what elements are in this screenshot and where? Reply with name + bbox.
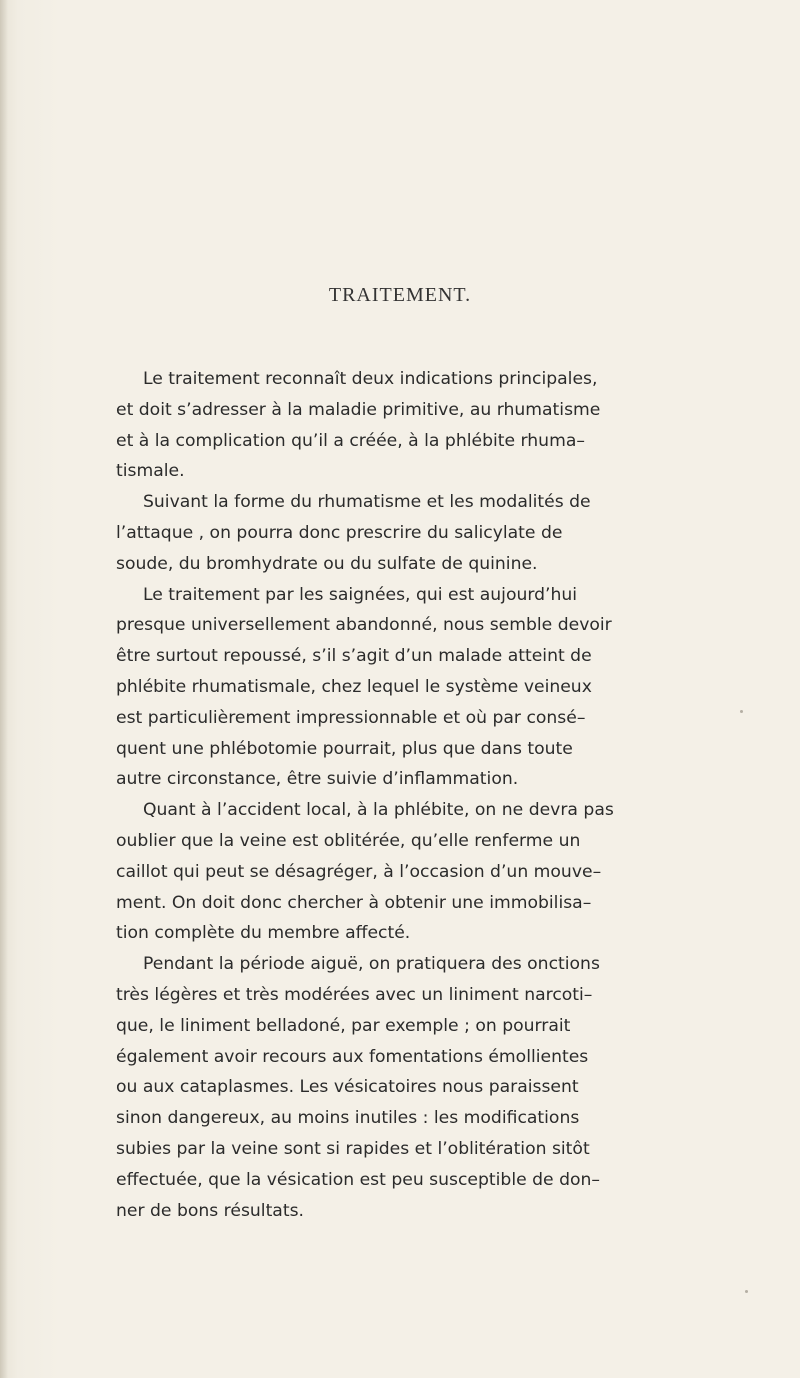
text-line: l’attaque , on pourra donc prescrire du salicylate de (116, 522, 563, 543)
paper-speck (740, 710, 743, 713)
text-line: très légères et très modérées avec un liniment narcoti– (116, 984, 593, 1005)
page-title: TRAITEMENT. (328, 284, 472, 306)
text-line: ou aux cataplasmes. Les vésicatoires nous paraissent (116, 1077, 579, 1098)
text-line: effectuée, que la vésication est peu susceptible de don– (116, 1169, 601, 1190)
text-line: autre circonstance, être suivie d’inflammation. (116, 769, 519, 790)
text-line: également avoir recours aux fomentations émollientes (116, 1046, 589, 1067)
text-line: être surtout repoussé, s’il s’agit d’un malade atteint de (116, 646, 592, 667)
text-line: Le traitement par les saignées, qui est aujourd’hui (143, 584, 578, 605)
text-line: Le traitement reconnaît deux indications principales, (143, 369, 598, 389)
text-line: est particulièrement impressionnable et où par consé– (116, 707, 586, 728)
text-line: caillot qui peut se désagréger, à l’occasion d’un mouve– (116, 861, 602, 882)
text-line: tismale. (116, 461, 185, 482)
text-line: quent une phlébotomie pourrait, plus que dans toute (116, 738, 573, 759)
page-gutter-shadow (0, 0, 8, 1378)
text-line: Quant à l’accident local, à la phlébite, on ne devra pas (143, 800, 614, 821)
text-line: tion complète du membre affecté. (116, 923, 411, 944)
text-line: subies par la veine sont si rapides et l’oblitération sitôt (116, 1138, 590, 1159)
paper-speck (745, 1290, 748, 1293)
text-line: soude, du bromhydrate ou du sulfate de quinine. (116, 553, 538, 574)
text-line: Suivant la forme du rhumatisme et les modalités de (143, 492, 591, 513)
text-line: phlébite rhumatismale, chez lequel le système veineux (116, 676, 592, 697)
text-line: que, le liniment belladoné, par exemple ; on pourrait (116, 1015, 571, 1036)
text-line: Pendant la période aiguë, on pratiquera des onctions (143, 954, 600, 975)
text-line: et doit s’adresser à la maladie primitive, au rhumatisme (116, 399, 601, 420)
text-line: ment. On doit donc chercher à obtenir une immobilisa– (116, 892, 592, 913)
text-line: oublier que la veine est oblitérée, qu’elle renferme un (116, 830, 581, 851)
text-line: ner de bons résultats. (116, 1200, 304, 1221)
text-line: presque universellement abandonné, nous semble devoir (116, 615, 612, 636)
text-line: et à la complication qu’il a créée, à la phlébite rhuma– (116, 430, 585, 451)
text-line: sinon dangereux, au moins inutiles : les modifications (116, 1108, 580, 1129)
body-text (116, 364, 716, 1226)
